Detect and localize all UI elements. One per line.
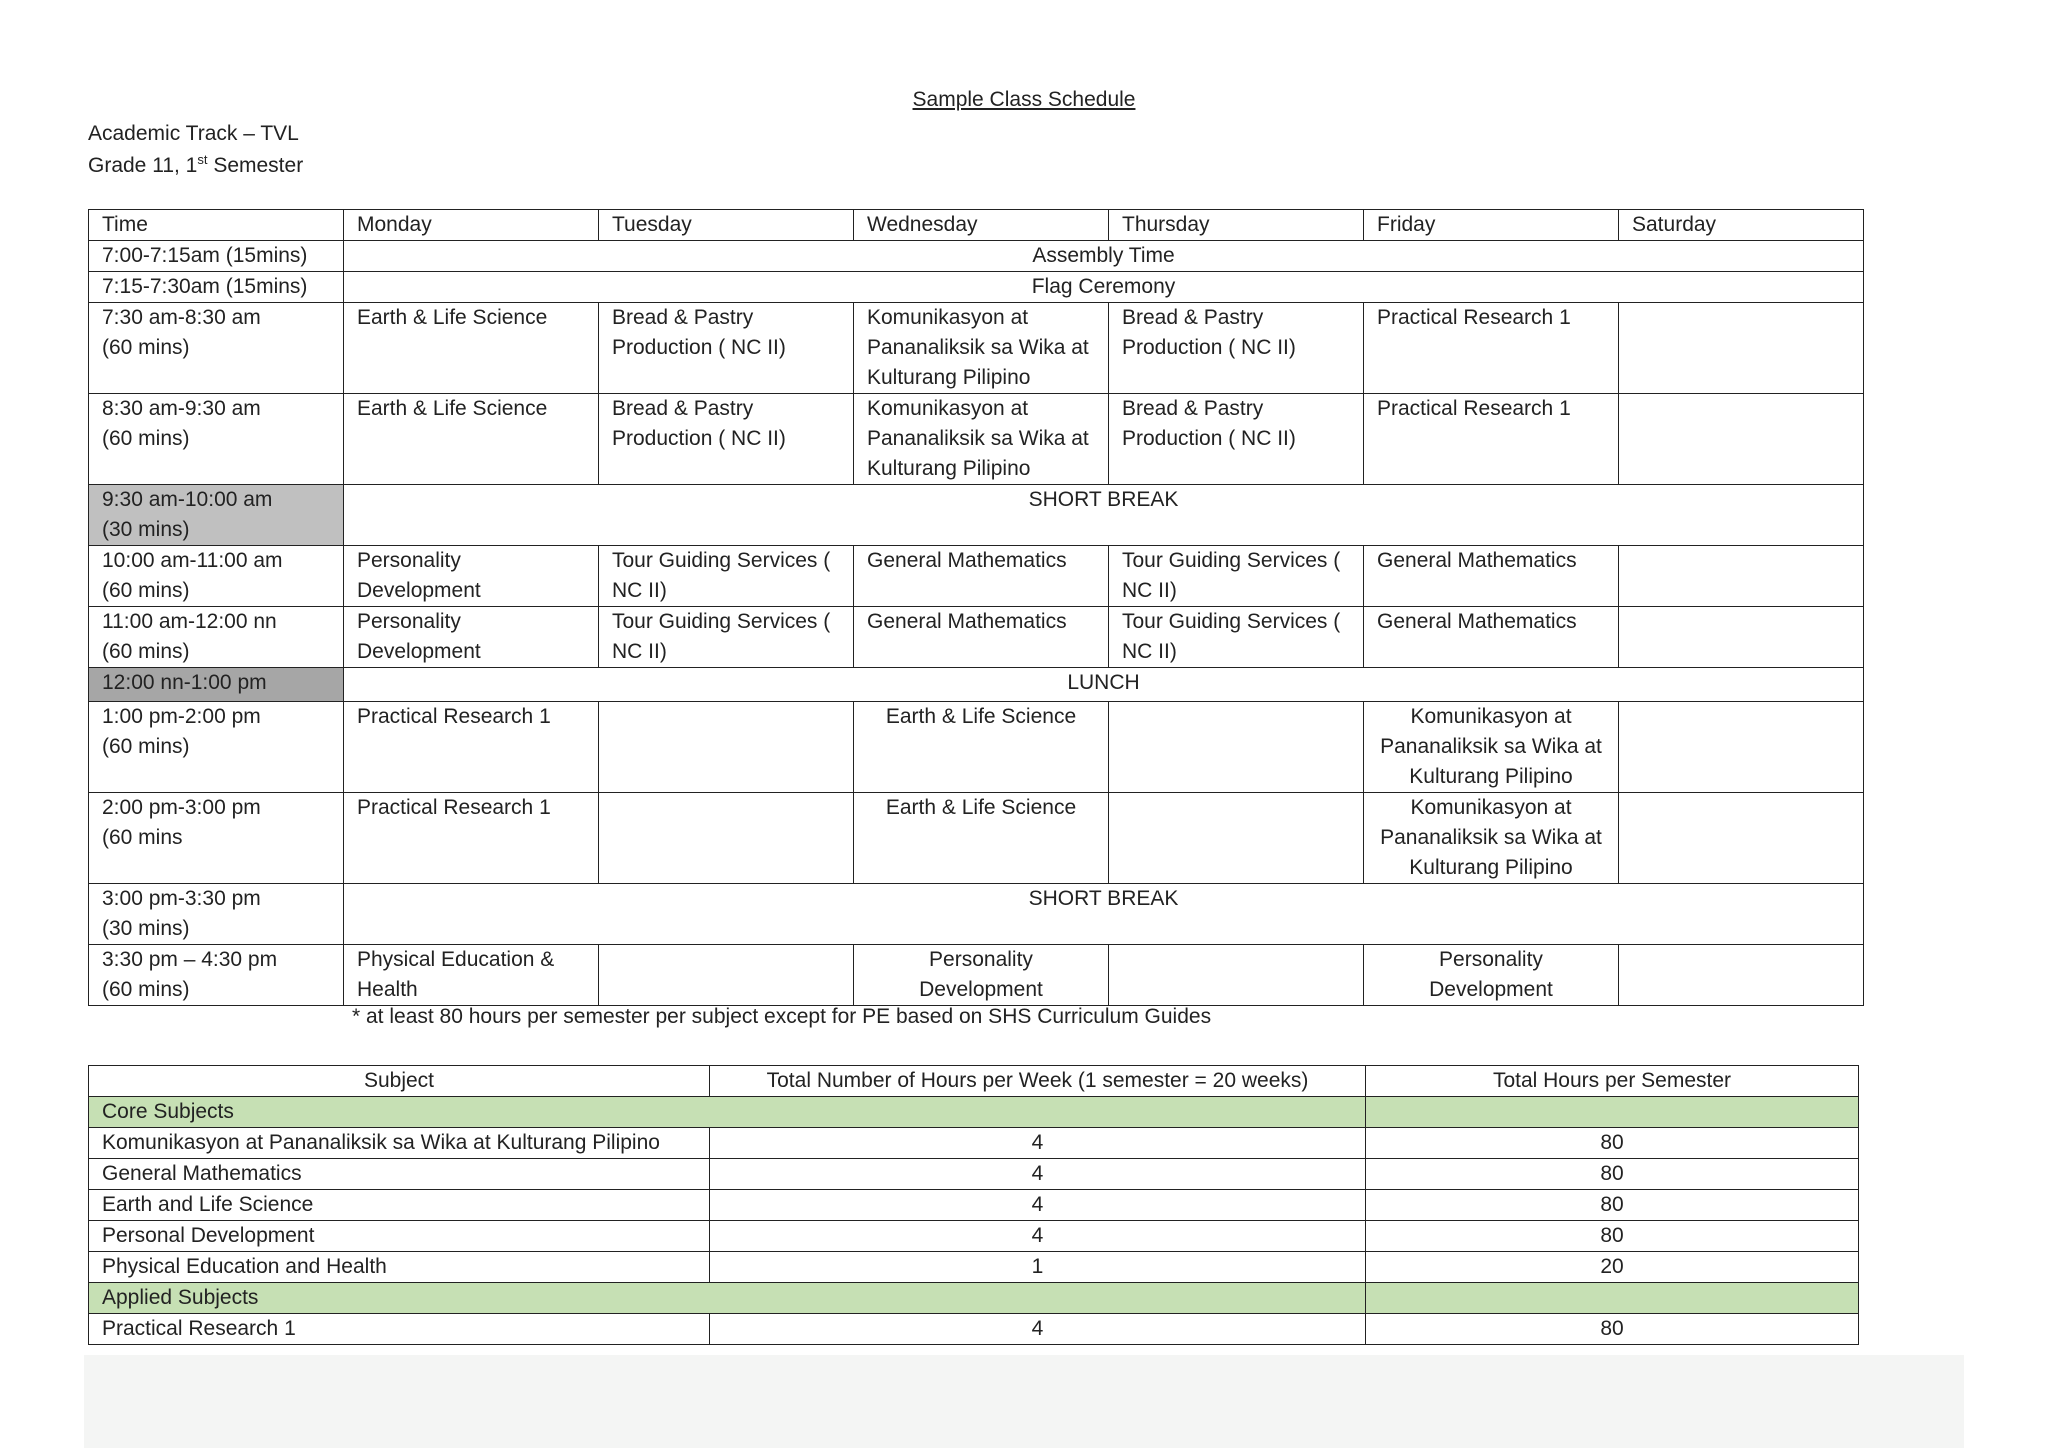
header-wednesday: Wednesday bbox=[854, 210, 1109, 241]
lunch-cell: LUNCH bbox=[344, 668, 1864, 702]
time-cell: 8:30 am-9:30 am (60 mins) bbox=[89, 394, 344, 485]
class-cell: General Mathematics bbox=[1364, 546, 1619, 607]
class-cell: Earth & Life Science bbox=[854, 793, 1109, 884]
class-cell bbox=[1619, 303, 1864, 394]
schedule-row bbox=[89, 272, 1864, 303]
short-break-cell: SHORT BREAK bbox=[344, 485, 1864, 546]
class-cell: Tour Guiding Services ( NC II) bbox=[1109, 546, 1364, 607]
hours-week-cell: 4 bbox=[710, 1221, 1366, 1252]
time-cell: 2:00 pm-3:00 pm (60 mins bbox=[89, 793, 344, 884]
grade-ordinal-suffix: st bbox=[197, 152, 208, 167]
class-cell bbox=[1109, 702, 1364, 793]
track-label: Academic Track – TVL bbox=[88, 122, 299, 145]
class-cell: Bread & Pastry Production ( NC II) bbox=[1109, 303, 1364, 394]
hours-semester-cell: 20 bbox=[1366, 1252, 1859, 1283]
class-schedule-table bbox=[88, 209, 1864, 1006]
class-cell: Bread & Pastry Production ( NC II) bbox=[599, 394, 854, 485]
class-cell bbox=[599, 702, 854, 793]
schedule-row bbox=[89, 485, 1864, 546]
flag-ceremony-cell: Flag Ceremony bbox=[344, 272, 1864, 303]
hours-week-cell: 4 bbox=[710, 1314, 1366, 1345]
class-cell: General Mathematics bbox=[854, 607, 1109, 668]
schedule-row bbox=[89, 394, 1864, 485]
class-cell: General Mathematics bbox=[854, 546, 1109, 607]
group-row-core bbox=[89, 1097, 1859, 1128]
hours-week-cell: 4 bbox=[710, 1128, 1366, 1159]
group-row-applied bbox=[89, 1283, 1859, 1314]
semester-word: Semester bbox=[207, 154, 304, 177]
class-cell bbox=[1109, 793, 1364, 884]
class-cell bbox=[1619, 546, 1864, 607]
subject-row bbox=[89, 1314, 1859, 1345]
subject-row bbox=[89, 1221, 1859, 1252]
group-label: Applied Subjects bbox=[89, 1283, 1366, 1314]
class-cell: Personality Development bbox=[344, 607, 599, 668]
class-cell: Earth & Life Science bbox=[854, 702, 1109, 793]
subject-row bbox=[89, 1128, 1859, 1159]
class-cell: Tour Guiding Services ( NC II) bbox=[599, 546, 854, 607]
footnote: * at least 80 hours per semester per subject except for PE based on SHS Curriculum Guides bbox=[352, 1005, 1212, 1028]
hours-week-cell: 4 bbox=[710, 1190, 1366, 1221]
hours-semester-cell: 80 bbox=[1366, 1128, 1859, 1159]
time-cell-break: 9:30 am-10:00 am (30 mins) bbox=[89, 485, 344, 546]
class-cell: Komunikasyon at Pananaliksik sa Wika at Kulturang Pilipino bbox=[854, 303, 1109, 394]
subject-cell: Practical Research 1 bbox=[89, 1314, 710, 1345]
hours-semester-cell: 80 bbox=[1366, 1314, 1859, 1345]
hours-semester-cell: 80 bbox=[1366, 1159, 1859, 1190]
header-hours-per-week: Total Number of Hours per Week (1 semester = 20 weeks) bbox=[710, 1066, 1366, 1097]
document-title: Sample Class Schedule bbox=[912, 88, 1136, 111]
header-time: Time bbox=[89, 210, 344, 241]
subject-cell: Personal Development bbox=[89, 1221, 710, 1252]
time-cell-lunch: 12:00 nn-1:00 pm bbox=[89, 668, 344, 702]
subject-row bbox=[89, 1190, 1859, 1221]
schedule-row bbox=[89, 702, 1864, 793]
class-cell: Personality Development bbox=[344, 546, 599, 607]
class-cell bbox=[1619, 945, 1864, 1006]
subject-row bbox=[89, 1159, 1859, 1190]
time-cell: 3:30 pm – 4:30 pm (60 mins) bbox=[89, 945, 344, 1006]
class-cell: Tour Guiding Services ( NC II) bbox=[599, 607, 854, 668]
class-cell: Practical Research 1 bbox=[1364, 394, 1619, 485]
time-cell: 10:00 am-11:00 am (60 mins) bbox=[89, 546, 344, 607]
class-cell: Personality Development bbox=[1364, 945, 1619, 1006]
subject-cell: Earth and Life Science bbox=[89, 1190, 710, 1221]
header-hours-per-semester: Total Hours per Semester bbox=[1366, 1066, 1859, 1097]
class-cell: Komunikasyon at Pananaliksik sa Wika at Kulturang Pilipino bbox=[1364, 793, 1619, 884]
subject-cell: General Mathematics bbox=[89, 1159, 710, 1190]
class-cell: Physical Education & Health bbox=[344, 945, 599, 1006]
schedule-row bbox=[89, 793, 1864, 884]
subject-cell: Physical Education and Health bbox=[89, 1252, 710, 1283]
time-cell: 7:15-7:30am (15mins) bbox=[89, 272, 344, 303]
class-cell bbox=[1619, 607, 1864, 668]
time-cell: 11:00 am-12:00 nn (60 mins) bbox=[89, 607, 344, 668]
class-cell: Earth & Life Science bbox=[344, 394, 599, 485]
class-cell: Bread & Pastry Production ( NC II) bbox=[599, 303, 854, 394]
class-cell: Komunikasyon at Pananaliksik sa Wika at Kulturang Pilipino bbox=[1364, 702, 1619, 793]
class-cell: Earth & Life Science bbox=[344, 303, 599, 394]
group-empty-cell bbox=[1366, 1283, 1859, 1314]
schedule-row bbox=[89, 945, 1864, 1006]
class-cell bbox=[1619, 394, 1864, 485]
grade-prefix: Grade 11, 1 bbox=[88, 154, 198, 177]
schedule-row bbox=[89, 303, 1864, 394]
header-saturday: Saturday bbox=[1619, 210, 1864, 241]
class-cell: Personality Development bbox=[854, 945, 1109, 1006]
hours-week-cell: 4 bbox=[710, 1159, 1366, 1190]
class-cell bbox=[599, 793, 854, 884]
schedule-row bbox=[89, 546, 1864, 607]
class-cell: Tour Guiding Services ( NC II) bbox=[1109, 607, 1364, 668]
grade-semester-label bbox=[88, 152, 303, 178]
subject-row bbox=[89, 1252, 1859, 1283]
schedule-row bbox=[89, 607, 1864, 668]
summary-header-row bbox=[89, 1066, 1859, 1097]
schedule-row bbox=[89, 241, 1864, 272]
time-cell: 3:00 pm-3:30 pm (30 mins) bbox=[89, 884, 344, 945]
hours-semester-cell: 80 bbox=[1366, 1190, 1859, 1221]
header-thursday: Thursday bbox=[1109, 210, 1364, 241]
schedule-row bbox=[89, 884, 1864, 945]
class-cell bbox=[1619, 793, 1864, 884]
header-subject: Subject bbox=[89, 1066, 710, 1097]
class-cell: Practical Research 1 bbox=[344, 793, 599, 884]
class-cell: Komunikasyon at Pananaliksik sa Wika at Kulturang Pilipino bbox=[854, 394, 1109, 485]
group-empty-cell bbox=[1366, 1097, 1859, 1128]
schedule-row bbox=[89, 668, 1864, 702]
time-cell: 1:00 pm-2:00 pm (60 mins) bbox=[89, 702, 344, 793]
subject-hours-table bbox=[88, 1065, 1859, 1345]
hours-semester-cell: 80 bbox=[1366, 1221, 1859, 1252]
class-cell bbox=[599, 945, 854, 1006]
class-cell: Practical Research 1 bbox=[1364, 303, 1619, 394]
group-label: Core Subjects bbox=[89, 1097, 1366, 1128]
short-break-cell: SHORT BREAK bbox=[344, 884, 1864, 945]
assembly-time-cell: Assembly Time bbox=[344, 241, 1864, 272]
page-bottom-shade bbox=[84, 1355, 1964, 1448]
subject-cell: Komunikasyon at Pananaliksik sa Wika at Kulturang Pilipino bbox=[89, 1128, 710, 1159]
class-cell bbox=[1109, 945, 1364, 1006]
class-cell bbox=[1619, 702, 1864, 793]
class-cell: Bread & Pastry Production ( NC II) bbox=[1109, 394, 1364, 485]
header-tuesday: Tuesday bbox=[599, 210, 854, 241]
hours-week-cell: 1 bbox=[710, 1252, 1366, 1283]
header-friday: Friday bbox=[1364, 210, 1619, 241]
time-cell: 7:00-7:15am (15mins) bbox=[89, 241, 344, 272]
schedule-header-row bbox=[89, 210, 1864, 241]
class-cell: Practical Research 1 bbox=[344, 702, 599, 793]
time-cell: 7:30 am-8:30 am (60 mins) bbox=[89, 303, 344, 394]
header-monday: Monday bbox=[344, 210, 599, 241]
class-cell: General Mathematics bbox=[1364, 607, 1619, 668]
